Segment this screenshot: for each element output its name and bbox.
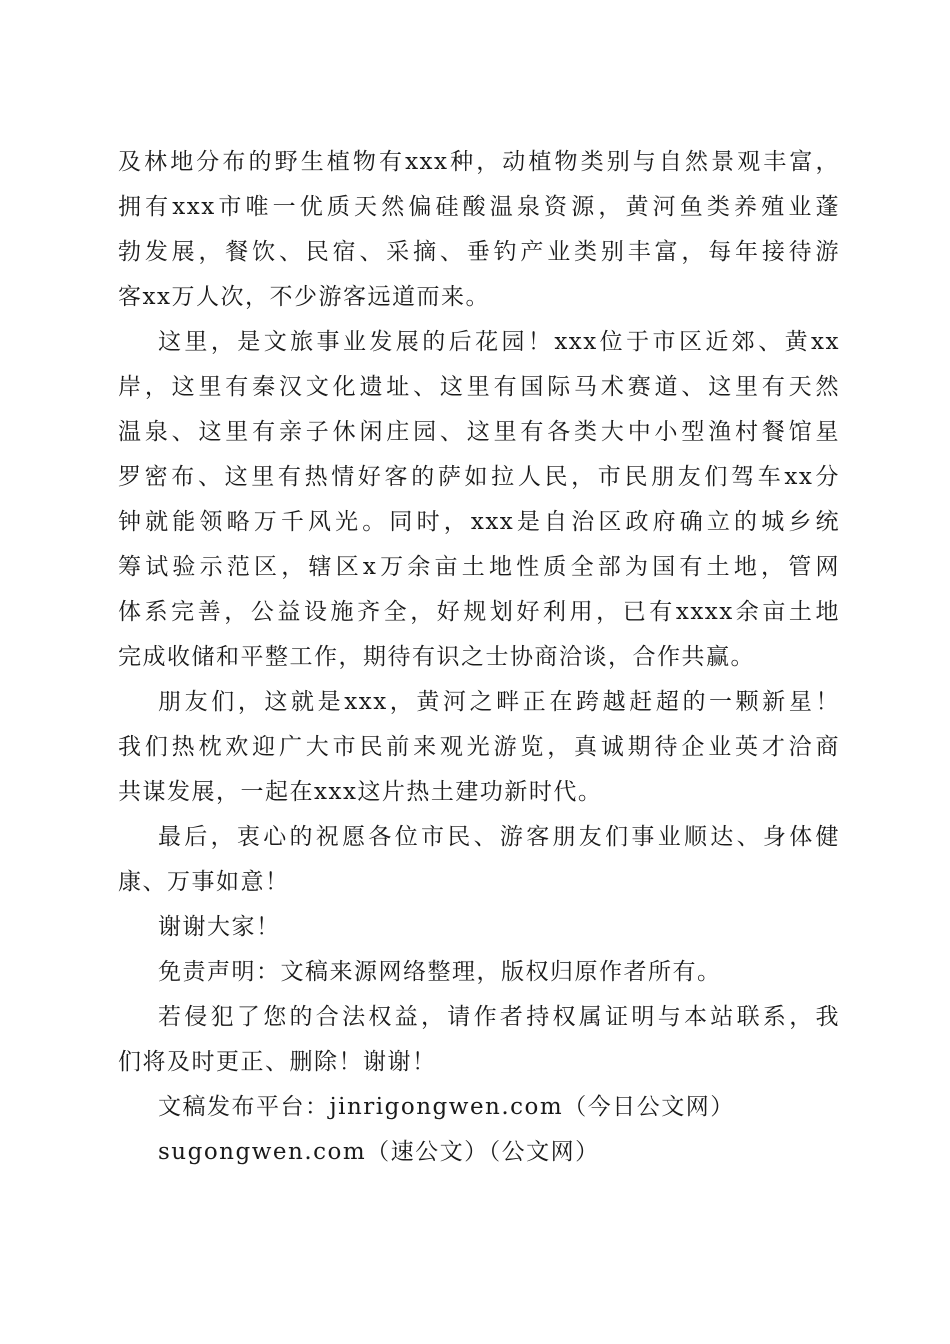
text-line: 这里，是文旅事业发展的后花园！xxx位于市区近郊、黄xx	[158, 329, 840, 355]
disclaimer-line: 们将及时更正、删除！谢谢！	[118, 1049, 437, 1075]
disclaimer-line: 免责声明：文稿来源网络整理，版权归原作者所有。	[158, 959, 722, 985]
text-line: 温泉、这里有亲子休闲庄园、这里有各类大中小型渔村餐馆星	[118, 419, 840, 445]
paragraph-tourism-garden	[118, 320, 840, 680]
paragraph-invitation	[118, 680, 840, 815]
text-line: 朋友们，这就是xxx，黄河之畔正在跨越赶超的一颗新星！	[158, 689, 840, 715]
text-line: 及林地分布的野生植物有xxx种，动植物类别与自然景观丰富，	[118, 149, 840, 175]
text-line: 体系完善，公益设施齐全，好规划好利用，已有xxxx余亩土地	[118, 599, 840, 625]
disclaimer-line: 若侵犯了您的合法权益，请作者持权属证明与本站联系，我	[158, 1004, 840, 1030]
text-line: 康、万事如意！	[118, 869, 290, 895]
text-line: 完成收储和平整工作，期待有识之士协商洽谈，合作共赢。	[118, 644, 755, 670]
text-line: 勃发展，餐饮、民宿、采摘、垂钓产业类别丰富，每年接待游	[118, 239, 840, 265]
text-line: 钟就能领略万千风光。同时，xxx是自治区政府确立的城乡统	[118, 509, 840, 535]
text-line: 客xx万人次，不少游客远道而来。	[118, 284, 490, 310]
site-link-line[interactable]: sugongwen.com（速公文）（公文网）	[158, 1139, 600, 1165]
text-line: 罗密布、这里有热情好客的萨如拉人民，市民朋友们驾车xx分	[118, 464, 840, 490]
paragraph-thanks	[118, 905, 840, 950]
disclaimer-section	[118, 950, 840, 1175]
text-line: 岸，这里有秦汉文化遗址、这里有国际马术赛道、这里有天然	[118, 374, 840, 400]
paragraph-wishes	[118, 815, 840, 905]
text-line: 谢谢大家！	[158, 914, 281, 940]
paragraph-nature-resources	[118, 140, 840, 320]
platform-link-line[interactable]: 文稿发布平台：jinrigongwen.com（今日公文网）	[158, 1094, 735, 1120]
text-line: 共谋发展，一起在xxx这片热土建功新时代。	[118, 779, 603, 805]
document-body	[118, 140, 840, 1175]
text-line: 拥有xxx市唯一优质天然偏硅酸温泉资源，黄河鱼类养殖业蓬	[118, 194, 840, 220]
text-line: 我们热枕欢迎广大市民前来观光游览，真诚期待企业英才洽商	[118, 734, 840, 760]
text-line: 筹试验示范区，辖区x万余亩土地性质全部为国有土地，管网	[118, 554, 840, 580]
text-line: 最后，衷心的祝愿各位市民、游客朋友们事业顺达、身体健	[158, 824, 840, 850]
